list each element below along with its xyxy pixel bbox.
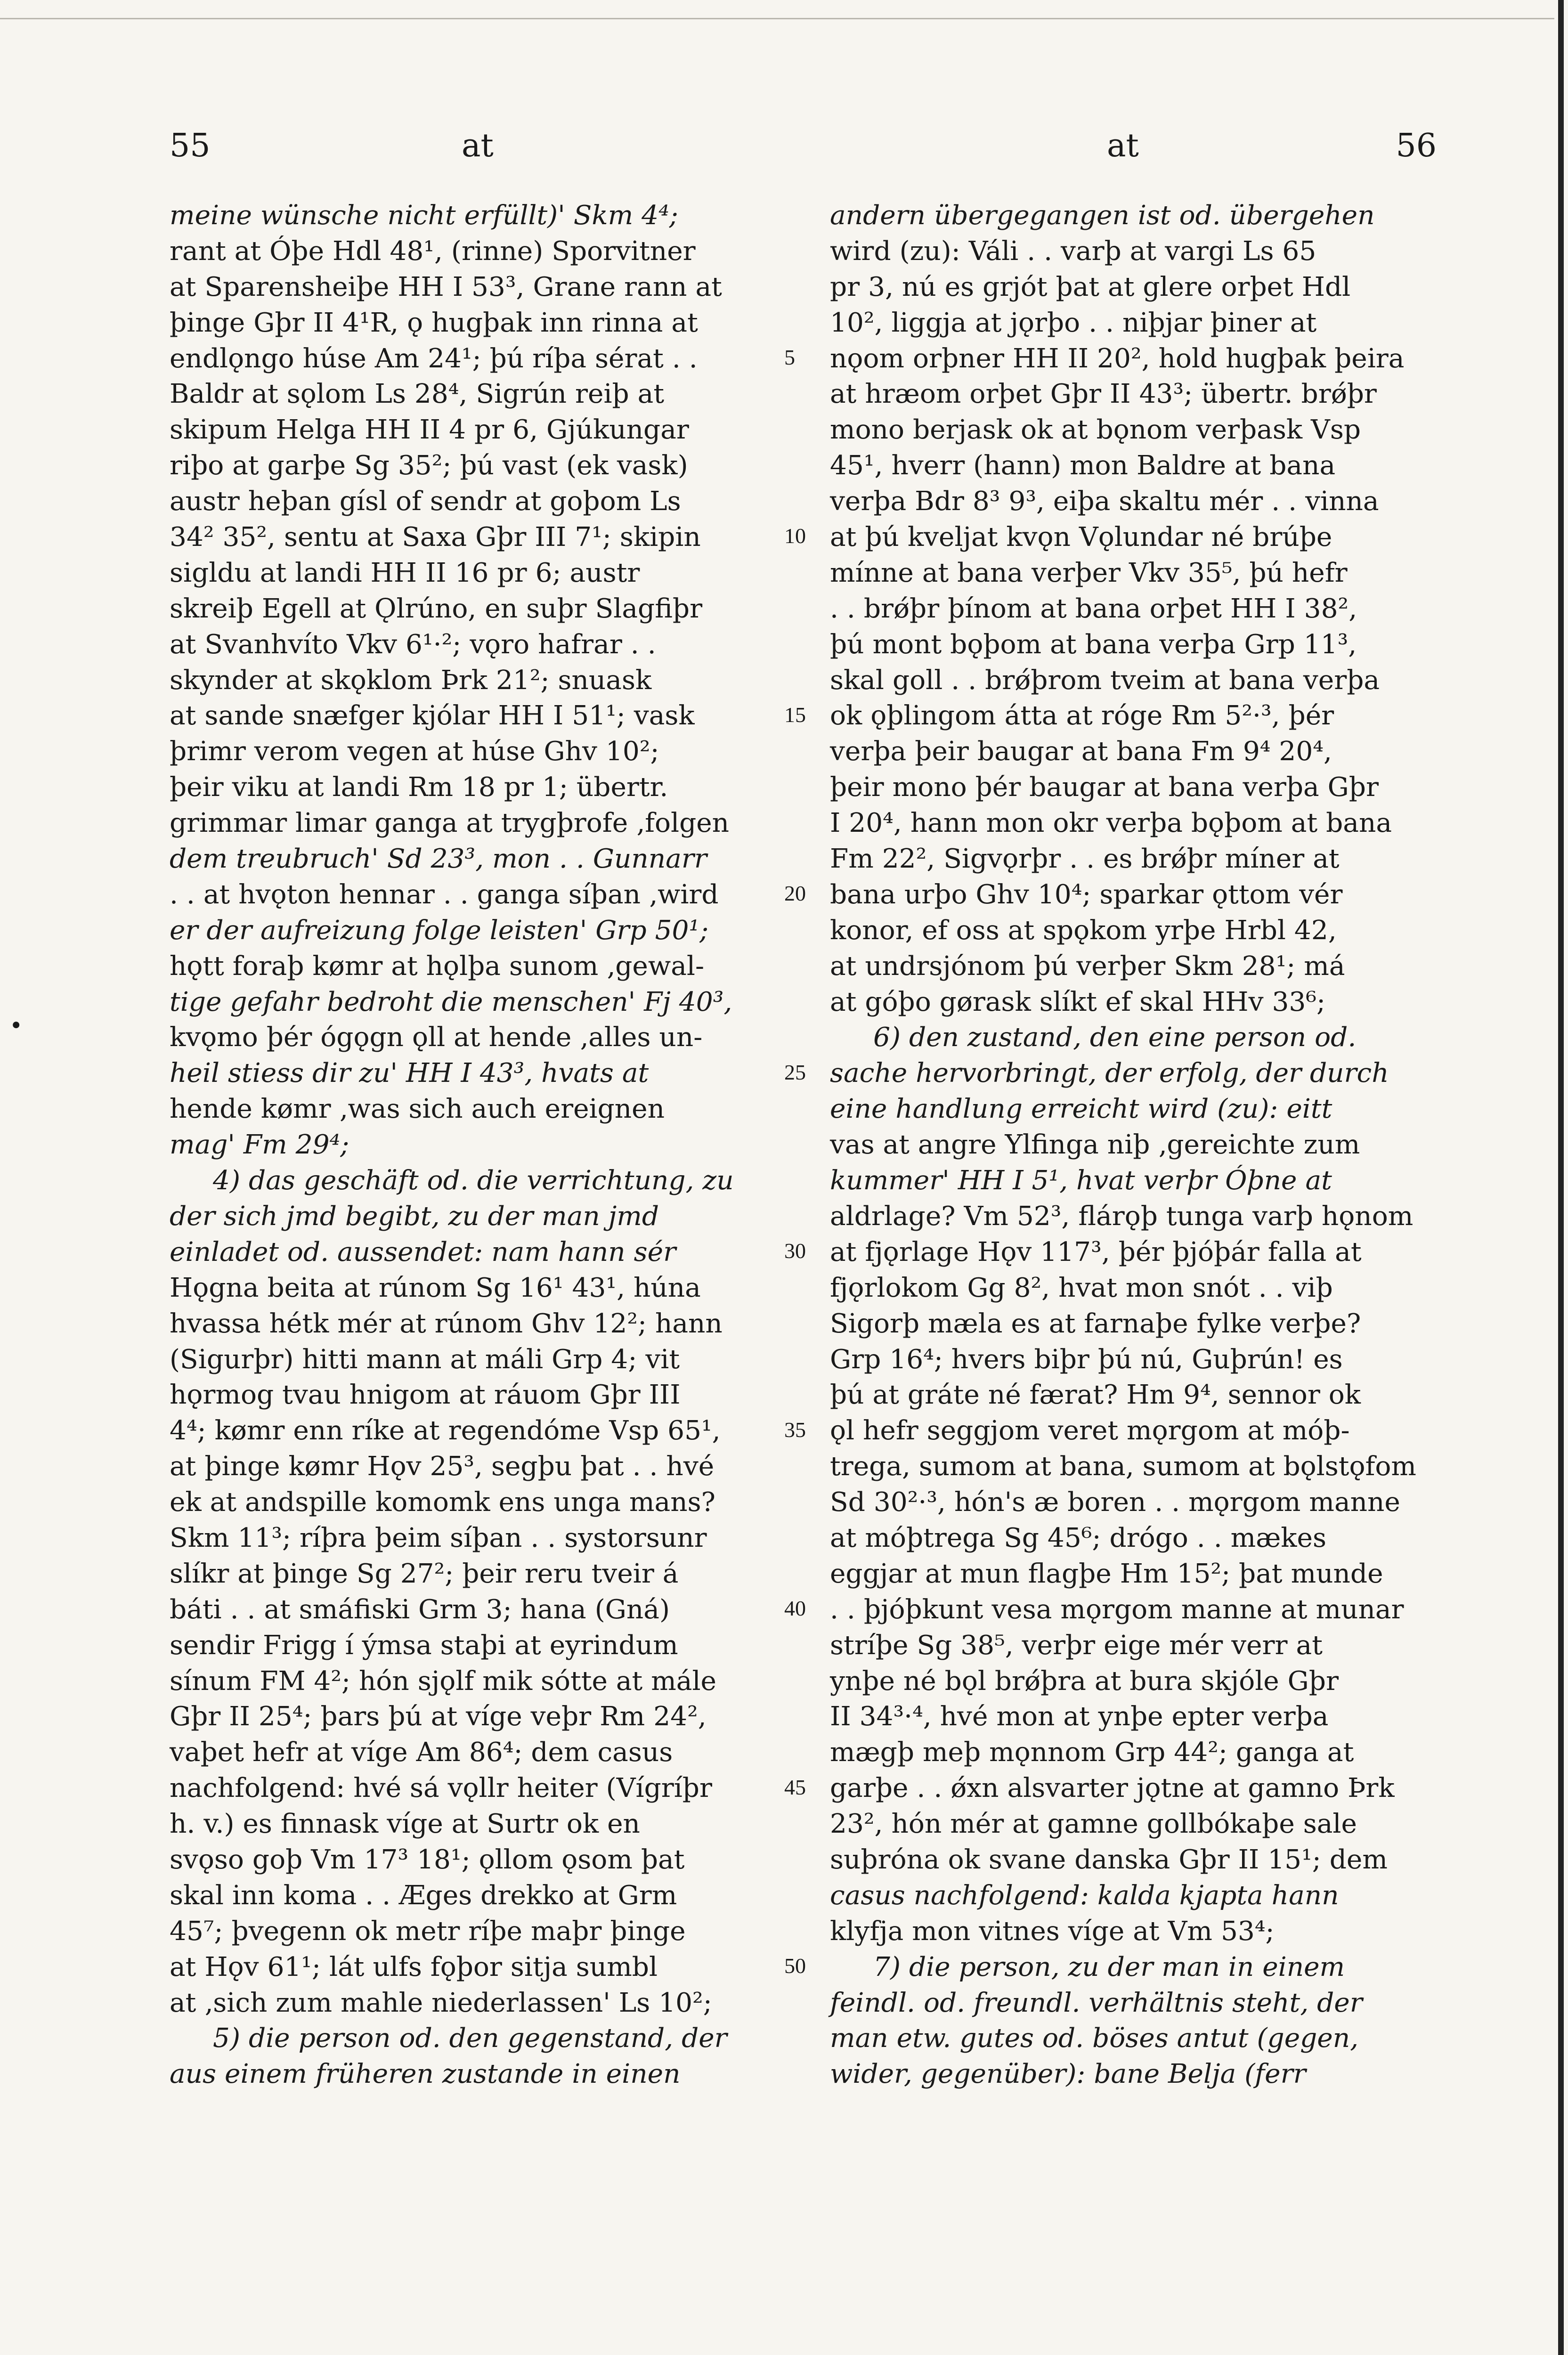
text-line: báti . . at smáfiski Grm 3; hana (Gná): [170, 1594, 670, 1625]
text-line: Gþr II 25⁴; þars þú at víge veþr Rm 24²,: [170, 1701, 707, 1732]
text-line: ynþe né bǫl brǿþra at bura skjóle Gþr: [830, 1665, 1339, 1697]
text-line: . . at hvǫton hennar . . ganga síþan ‚wird: [170, 879, 719, 910]
text-line: mínne at bana verþer Vkv 35⁵, þú hefr: [830, 557, 1348, 588]
text-line: ek at andspille komomk ens unga mans?: [170, 1487, 715, 1518]
text-line: at fjǫrlage Hǫv 117³, þér þjóþár falla at: [830, 1236, 1362, 1267]
page-number-right: 56: [1396, 127, 1437, 164]
text-line: bana urþo Ghv 10⁴; sparkar ǫttom vér: [830, 879, 1343, 910]
text-line: 34² 35², sentu at Saxa Gþr III 7¹; skipin: [170, 522, 701, 553]
text-line: hǫtt foraþ kømr at hǫlþa sunom ‚gewal-: [170, 950, 705, 982]
text-line: at sande snæfger kjólar HH I 51¹; vask: [170, 700, 695, 731]
text-line: wird (zu): Váli . . varþ at vargi Ls 65: [830, 236, 1316, 267]
text-line: vaþet hefr at víge Am 86⁴; dem casus: [170, 1737, 673, 1768]
line-number: 10: [784, 524, 806, 548]
line-number: 20: [784, 881, 806, 906]
text-line: þeir viku at landi Rm 18 pr 1; übertr.: [170, 772, 668, 803]
text-line: II 34³·⁴, hvé mon at ynþe epter verþa: [830, 1701, 1329, 1732]
text-line: sendir Frigg í ýmsa staþi at eyrindum: [170, 1630, 678, 1661]
text-line: trega, sumom at bana, sumom at bǫlstǫfom: [830, 1451, 1416, 1482]
text-line: þú mont bǫþom at bana verþa Grp 11³,: [830, 629, 1357, 660]
text-line: 4) das geschäft od. die verrichtung, zu: [213, 1165, 734, 1196]
page-header: [170, 122, 1437, 179]
text-line: hende kømr ‚was sich auch ereignen: [170, 1094, 665, 1125]
text-line: at Svanhvíto Vkv 6¹·²; vǫro hafrar . .: [170, 629, 656, 660]
text-line: 45⁷; þvegenn ok metr ríþe maþr þinge: [170, 1916, 686, 1947]
text-line: konor, ef oss at spǫkom yrþe Hrbl 42,: [830, 915, 1337, 946]
text-line: þinge Gþr II 4¹R, ǫ hugþak inn rinna at: [170, 307, 698, 338]
text-line: verþa þeir baugar at bana Fm 9⁴ 20⁴,: [830, 736, 1332, 767]
text-line: wider, gegenüber): bane Belja (ferr: [830, 2059, 1306, 2090]
text-line: at móþtrega Sg 45⁶; drógo . . mækes: [830, 1522, 1326, 1553]
text-line: er der aufreizung folge leisten' Grp 50¹;: [170, 915, 709, 946]
text-line: suþróna ok svane danska Gþr II 15¹; dem: [830, 1844, 1388, 1875]
text-line: 45¹, hverr (hann) mon Baldre at bana: [830, 450, 1336, 481]
text-line: meine wünsche nicht erfüllt)' Skm 4⁴;: [170, 200, 678, 231]
running-headword-left: at: [462, 127, 494, 164]
text-line: riþo at garþe Sg 35²; þú vast (ek vask): [170, 450, 688, 481]
text-line: þú at gráte né færat? Hm 9⁴, sennor ok: [830, 1380, 1361, 1411]
text-line: skal goll . . brǿþrom tveim at bana verþa: [830, 665, 1380, 696]
text-line: garþe . . ǿxn alsvarter jǫtne at gamno Þrk: [830, 1773, 1395, 1804]
text-line: endlǫngo húse Am 24¹; þú ríþa sérat . .: [170, 343, 698, 374]
text-line: verþa Bdr 8³ 9³, eiþa skaltu mér . . vinna: [830, 486, 1379, 517]
text-line: feindl. od. freundl. verhältnis steht, der: [830, 1987, 1363, 2018]
text-line: I 20⁴, hann mon okr verþa bǫþom at bana: [830, 808, 1392, 839]
text-line: þeir mono þér baugar at bana verþa Gþr: [830, 772, 1379, 803]
text-line: mag' Fm 29⁴;: [170, 1129, 349, 1161]
text-line: (Sigurþr) hitti mann at máli Grp 4; vit: [170, 1344, 680, 1375]
text-line: nachfolgend: hvé sá vǫllr heiter (Vígríþr: [170, 1773, 712, 1804]
text-line: aus einem früheren zustande in einen: [170, 2059, 681, 2090]
right-column: [830, 198, 1442, 2092]
text-line: sínum FM 4²; hón sjǫlf mik sótte at mále: [170, 1665, 716, 1697]
text-line: at Hǫv 61¹; lát ulfs fǫþor sitja sumbl: [170, 1951, 658, 1982]
line-number: 35: [784, 1417, 806, 1442]
text-line: 10², liggja at jǫrþo . . niþjar þiner at: [830, 307, 1317, 338]
text-line: ǫl hefr seggjom veret mǫrgom at móþ-: [830, 1415, 1350, 1446]
text-line: fjǫrlokom Gg 8², hvat mon snót . . viþ: [830, 1272, 1333, 1303]
text-line: skal inn koma . . Æges drekko at Grm: [170, 1880, 677, 1911]
text-line: eine handlung erreicht wird (zu): eitt: [830, 1094, 1332, 1125]
text-line: klyfja mon vitnes víge at Vm 53⁴;: [830, 1916, 1275, 1947]
top-rule: [0, 18, 1554, 19]
left-column: [170, 198, 782, 2092]
text-line: . . brǿþr þínom at bana orþet HH I 38²,: [830, 593, 1357, 624]
text-line: þrimr verom vegen at húse Ghv 10²;: [170, 736, 659, 767]
text-line: sache hervorbringt, der erfolg, der durch: [830, 1058, 1389, 1089]
text-line: stríþe Sg 38⁵, verþr eige mér verr at: [830, 1630, 1323, 1661]
text-line: 23², hón mér at gamne gollbókaþe sale: [830, 1809, 1357, 1840]
text-line: ok ǫþlingom átta at róge Rm 5²·³, þér: [830, 700, 1334, 731]
text-line: hvassa hétk mér at rúnom Ghv 12²; hann: [170, 1308, 723, 1339]
line-number: 25: [784, 1060, 806, 1084]
text-line: rant at Óþe Hdl 48¹, (rinne) Sporvitner: [170, 236, 696, 267]
text-line: casus nachfolgend: kalda kjapta hann: [830, 1880, 1339, 1911]
line-number: 15: [784, 702, 806, 727]
binding-edge: [1558, 0, 1564, 2355]
line-number: 45: [784, 1775, 806, 1799]
text-line: Sd 30²·³, hón's æ boren . . mǫrgom manne: [830, 1487, 1400, 1518]
text-line: at undrsjónom þú verþer Skm 28¹; má: [830, 950, 1345, 982]
text-line: Fm 22², Sigvǫrþr . . es brǿþr míner at: [830, 844, 1340, 875]
text-line: 5) die person od. den gegenstand, der: [213, 2023, 727, 2054]
text-line: at góþo gørask slíkt ef skal HHv 33⁶;: [830, 986, 1326, 1017]
text-line: svǫso goþ Vm 17³ 18¹; ǫllom ǫsom þat: [170, 1844, 685, 1875]
text-line: Sigorþ mæla es at farnaþe fylke verþe?: [830, 1308, 1361, 1339]
text-line: 7) die person, zu der man in einem: [873, 1951, 1345, 1982]
text-line: mægþ meþ mǫnnom Grp 44²; ganga at: [830, 1737, 1354, 1768]
text-line: kummer' HH I 5¹, hvat verþr Óþne at: [830, 1165, 1332, 1196]
text-line: h. v.) es finnask víge at Surtr ok en: [170, 1809, 640, 1840]
text-line: aldrlage? Vm 52³, flárǫþ tunga varþ hǫnom: [830, 1201, 1414, 1232]
text-line: skreiþ Egell at Ǫlrúno, en suþr Slagfiþr: [170, 593, 703, 624]
text-line: sigldu at landi HH II 16 pr 6; austr: [170, 557, 640, 588]
text-line: dem treubruch' Sd 23³, mon . . Gunnarr: [170, 844, 707, 875]
line-number: 50: [784, 1954, 806, 1978]
page-number-left: 55: [170, 127, 211, 164]
text-line: skynder at skǫklom Þrk 21²; snuask: [170, 665, 652, 696]
line-number: 40: [784, 1596, 806, 1621]
text-line: mono berjask ok at bǫnom verþask Vsp: [830, 414, 1361, 446]
text-line: Baldr at sǫlom Ls 28⁴, Sigrún reiþ at: [170, 379, 665, 410]
line-number: 5: [784, 345, 795, 369]
text-line: Hǫgna beita at rúnom Sg 16¹ 43¹, húna: [170, 1272, 701, 1303]
text-line: andern übergegangen ist od. übergehen: [830, 200, 1375, 231]
text-line: at Sparensheiþe HH I 53³, Grane rann at: [170, 271, 722, 302]
text-line: der sich jmd begibt, zu der man jmd: [170, 1201, 659, 1232]
text-line: skipum Helga HH II 4 pr 6, Gjúkungar: [170, 414, 689, 446]
text-line: at ‚sich zum mahle niederlassen' Ls 10²;: [170, 1987, 712, 2018]
text-line: heil stiess dir zu' HH I 43³, hvats at: [170, 1058, 649, 1089]
text-line: at hræom orþet Gþr II 43³; übertr. brǿþr: [830, 379, 1377, 410]
text-line: at þú kveljat kvǫn Vǫlundar né brúþe: [830, 522, 1332, 553]
text-line: hǫrmog tvau hnigom at ráuom Gþr III: [170, 1380, 681, 1411]
text-line: tige gefahr bedroht die menschen' Fj 40³,: [170, 986, 732, 1017]
text-line: Grp 16⁴; hvers biþr þú nú, Guþrún! es: [830, 1344, 1343, 1375]
text-line: 4⁴; kømr enn ríke at regendóme Vsp 65¹,: [170, 1415, 721, 1446]
text-line: einladet od. aussendet: nam hann sér: [170, 1236, 676, 1267]
text-line: slíkr at þinge Sg 27²; þeir reru tveir á: [170, 1558, 679, 1589]
text-line: pr 3, nú es grjót þat at glere orþet Hdl: [830, 271, 1351, 302]
text-line: eggjar at mun flagþe Hm 15²; þat munde: [830, 1558, 1383, 1589]
text-line: man etw. gutes od. böses antut (gegen,: [830, 2023, 1359, 2054]
text-line: austr heþan gísl of sendr at goþom Ls: [170, 486, 681, 517]
text-line: Skm 11³; ríþra þeim síþan . . systorsunr: [170, 1522, 707, 1553]
text-line: grimmar limar ganga at trygþrofe ‚folgen: [170, 808, 730, 839]
text-line: kvǫmo þér ógǫgn ǫll at hende ‚alles un-: [170, 1022, 703, 1053]
running-headword-right: at: [1107, 127, 1139, 164]
text-line: 6) den zustand, den eine person od.: [873, 1022, 1357, 1053]
text-line: nǫom orþner HH II 20², hold hugþak þeira: [830, 343, 1405, 374]
line-number: 30: [784, 1239, 806, 1263]
text-line: at þinge kømr Hǫv 25³, segþu þat . . hvé: [170, 1451, 715, 1482]
margin-bullet: •: [9, 1013, 23, 1039]
text-line: vas at angre Ylfinga niþ ‚gereichte zum: [830, 1129, 1360, 1161]
text-line: . . þjóþkunt vesa mǫrgom manne at munar: [830, 1594, 1404, 1625]
